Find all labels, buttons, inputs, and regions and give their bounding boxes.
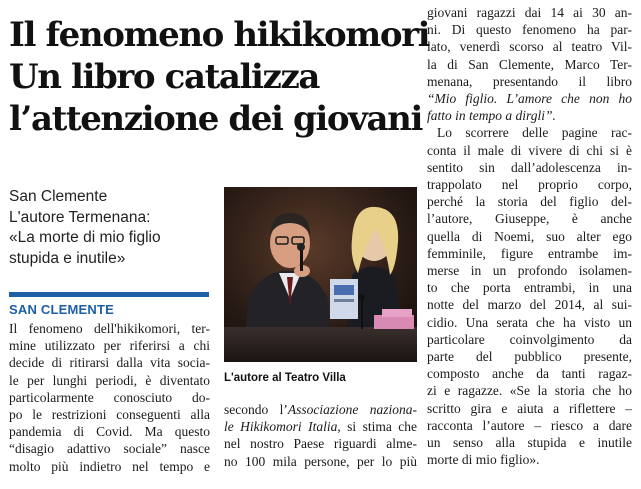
column-3-line: scritto gira e aiuta a riflettere –: [427, 400, 632, 416]
subheadline: [9, 187, 209, 269]
column-2-line: no 100 mila persone, per lo più: [224, 453, 417, 469]
column-1-line: Il fenomeno dell'hikikomori, ter-: [9, 321, 210, 336]
column-3-line: un senso alla stupida e inutile: [427, 435, 632, 451]
column-3-line: cidio. Una serata che ha visto un: [427, 314, 632, 330]
column-3-line: particolare coinvolgimento da: [427, 331, 632, 347]
column-3-line: la di San Clemente, Marco Ter-: [427, 56, 632, 72]
column-3-line: fatto in tempo a dirgli”.: [427, 108, 556, 124]
article-column-1: [9, 320, 210, 475]
headline-line-2: Un libro catalizza: [9, 57, 319, 97]
column-3-line: menana, presentando il libro: [427, 73, 632, 89]
column-1-line: decide di ritirarsi dalla vita socia-: [9, 355, 210, 371]
column-2-line: [224, 418, 417, 435]
subhead-line-2: L'autore Termenana:: [9, 208, 151, 226]
column-3-line: parte del pubblico presente,: [427, 349, 632, 365]
photo-caption: L'autore al Teatro Villa: [224, 372, 346, 384]
column-2-italic-text: Associazione naziona-: [287, 402, 418, 417]
column-3-line: l’autore, Giuseppe, è anche: [427, 211, 632, 227]
headline-line-1: Il fenomeno hikikomori: [9, 15, 430, 55]
column-2-line: [224, 401, 417, 418]
column-3-line: morte di mio figlio».: [427, 452, 540, 468]
headline-line-3: l’attenzione dei giovani: [9, 99, 422, 139]
column-3-line: trappolato nel proprio corpo,: [427, 177, 632, 193]
column-3-line: perché la storia del figlio del-: [427, 194, 632, 210]
column-3-line: composto anche da tanti ragaz-: [427, 366, 632, 382]
column-3-line: merse in un profondo isolamen-: [427, 263, 632, 279]
event-photo-image: [224, 187, 417, 362]
column-1-line: le per lunghi periodi, è diventato: [9, 372, 210, 388]
column-3-line: Lo scorrere delle pagine rac-: [437, 125, 632, 141]
column-3-line: racconta l’autore – riesco a dare: [427, 417, 632, 433]
column-3-line: femminile, figure entrambe im-: [427, 245, 632, 261]
article-column-2: [224, 401, 417, 470]
column-3-line: giovani ragazzi dai 14 ai 30 an-: [427, 5, 632, 20]
subhead-line-1: San Clemente: [9, 188, 108, 205]
column-3-line: “Mio figlio. L’amore che non ho: [427, 91, 632, 107]
subhead-line-4: stupida e inutile»: [9, 249, 126, 267]
column-3-line: lato, venerdì scorso al teatro Vil-: [427, 39, 632, 55]
event-photo: [224, 187, 417, 362]
column-1-line: pandemia di Covid. Ma questo: [9, 424, 210, 440]
column-2-italic-text: le Hikikomori Italia: [224, 419, 338, 435]
section-label: SAN CLEMENTE: [9, 302, 114, 317]
column-1-line: “disagio adattivo sociale” nasce: [9, 441, 210, 457]
column-1-line: molto più indietro nel tempo e: [9, 458, 210, 474]
section-rule: [9, 292, 209, 297]
column-3-line: notte del marzo del 2014, al sui-: [427, 297, 632, 313]
column-1-line: mine utilizzato per riferirsi a chi: [9, 338, 210, 354]
subhead-line-3: «La morte di mio figlio: [9, 229, 161, 246]
column-2-text: secondo l’: [224, 402, 288, 417]
column-2-line: nel nostro Paese riguardi alme-: [224, 436, 417, 452]
column-3-line: ni. Di questo fenomeno ha par-: [427, 22, 632, 38]
column-2-text: , si stima che: [337, 419, 417, 435]
column-3-line: to che porta entrambi, in una: [427, 280, 632, 296]
column-3-line: zi e ragazze. «Se la storia che ho: [427, 383, 632, 399]
column-3-line: sentito sin dall’adolescenza in-: [427, 159, 632, 175]
headline: [9, 14, 429, 140]
column-1-line: particolarmente conosciuto do-: [9, 389, 210, 405]
column-1-line: po le restrizioni conseguenti alla: [9, 407, 210, 423]
article-column-3: [427, 4, 632, 468]
column-3-line: conta il male di vivere di chi si è: [427, 142, 632, 158]
column-3-line: quella di Noemi, suo alter ego: [427, 228, 632, 244]
